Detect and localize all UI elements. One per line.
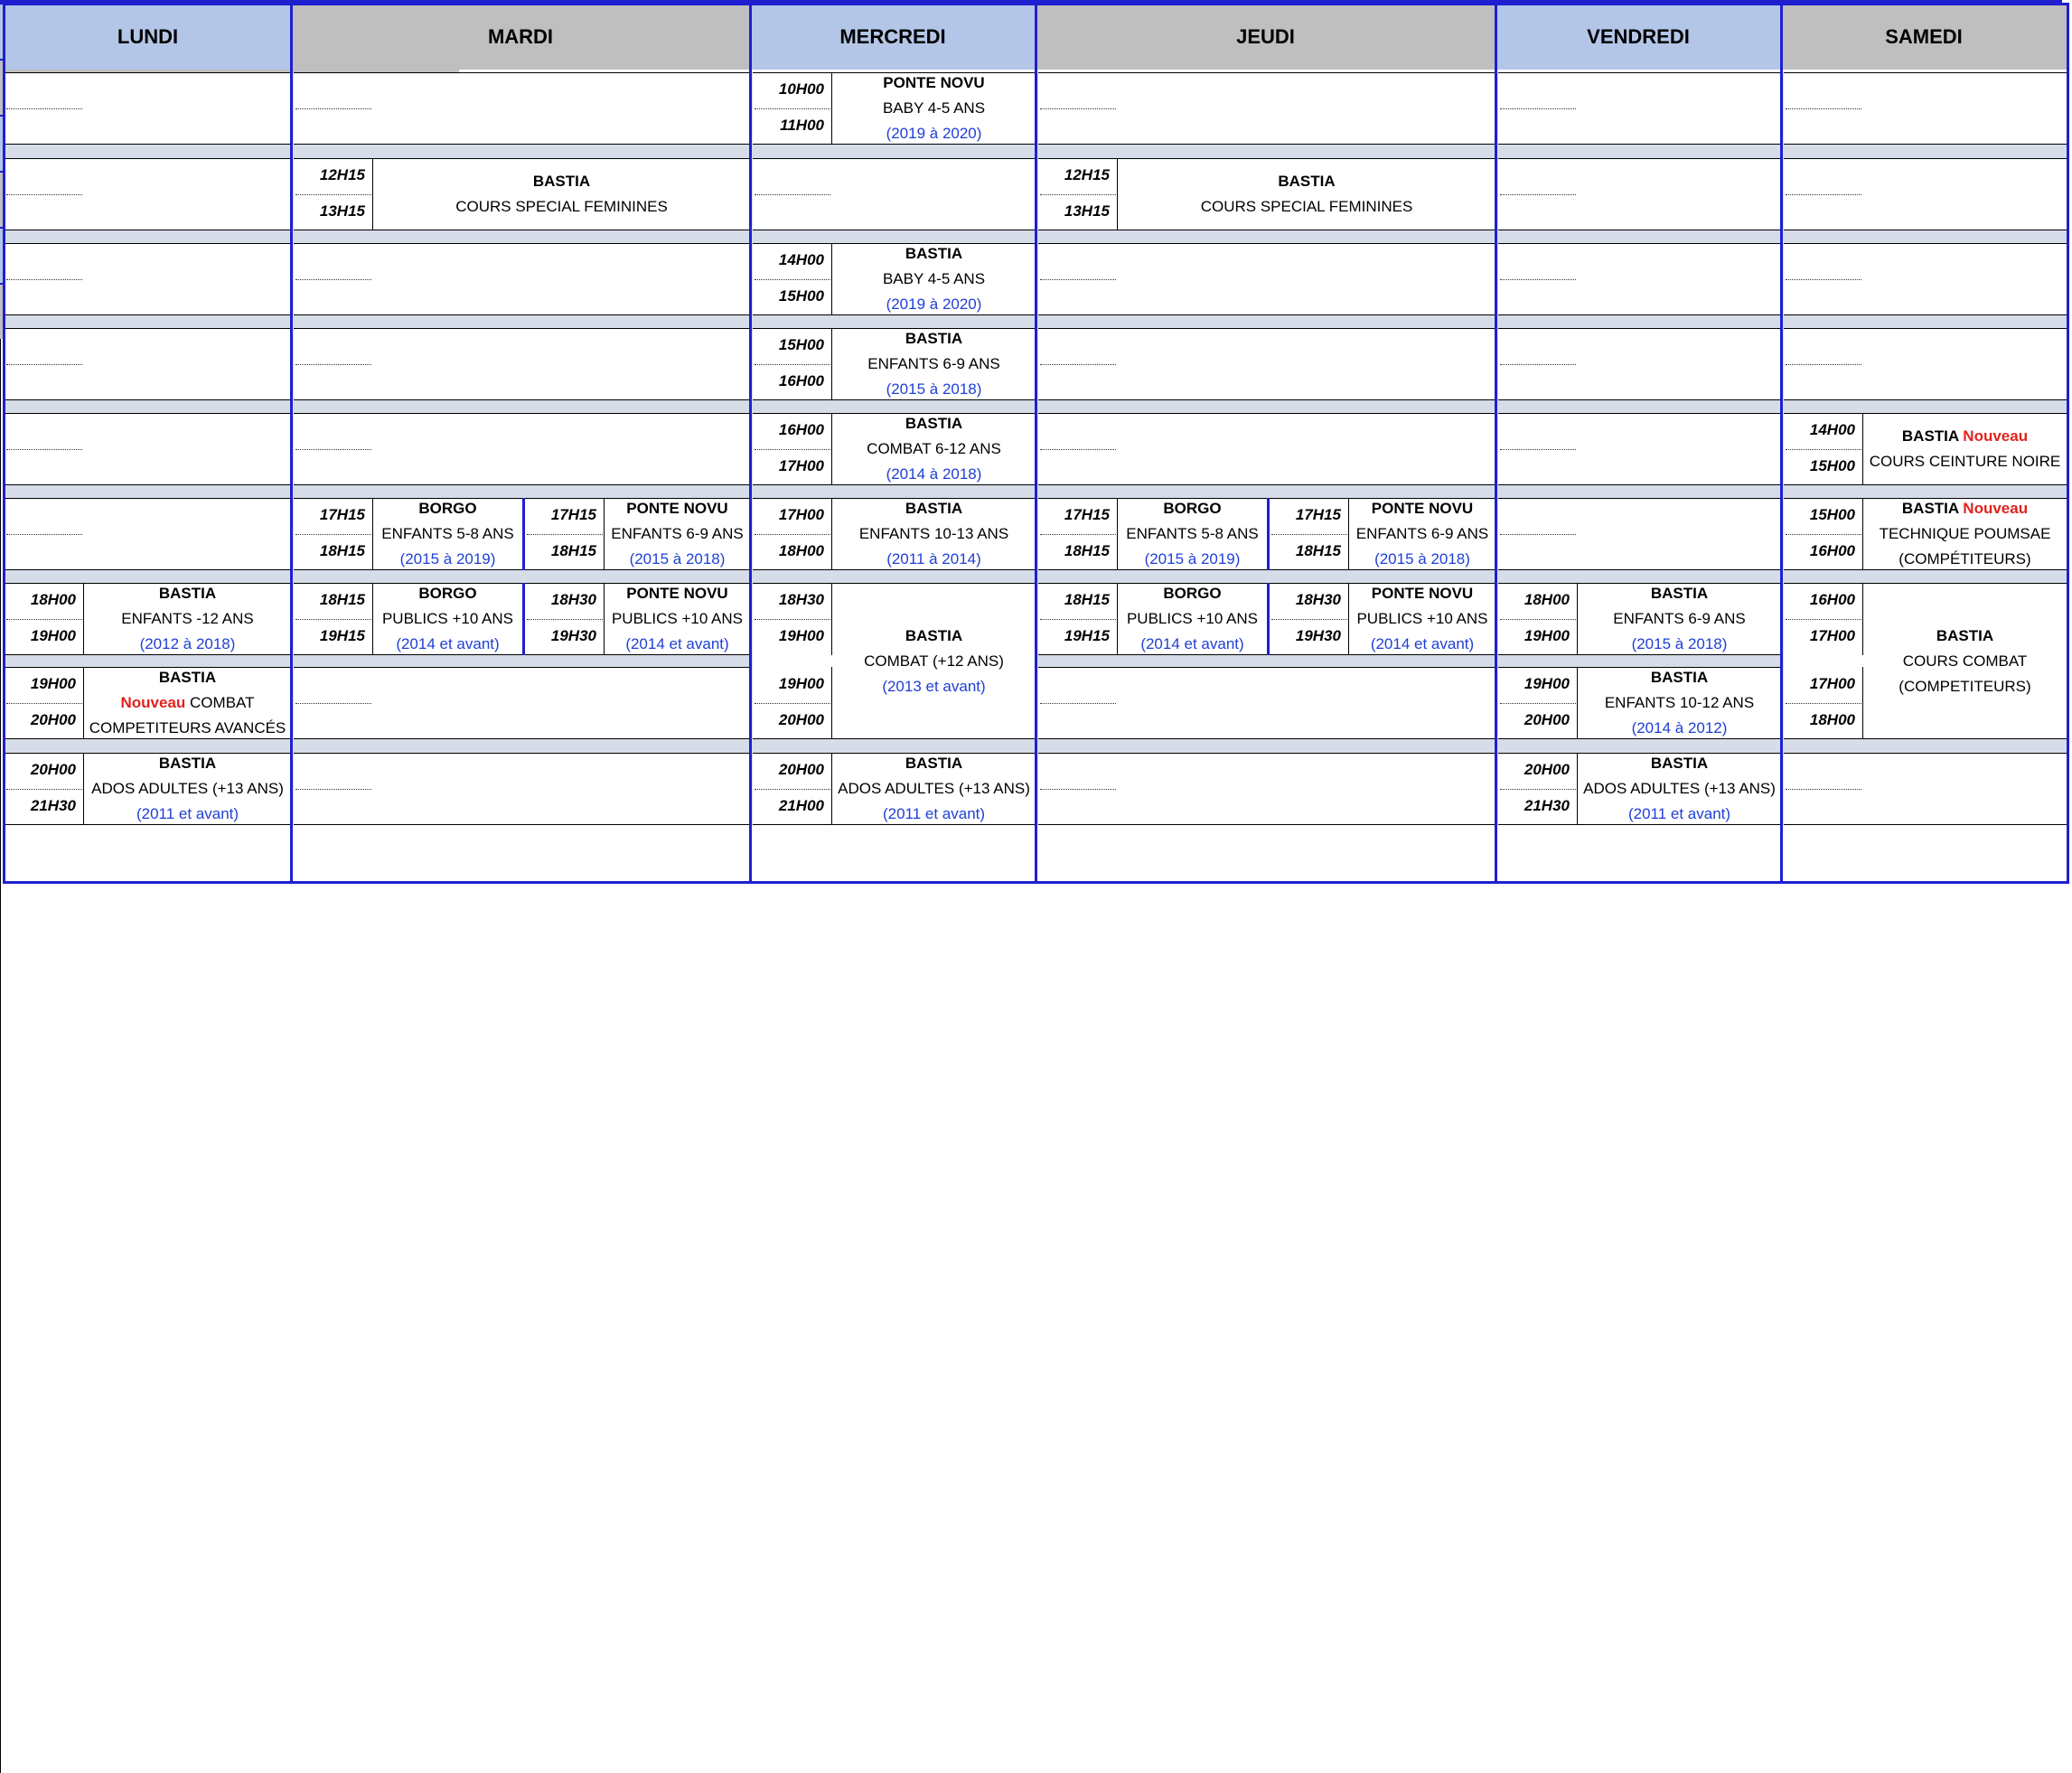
session-ven-r7-start-time: 18H00 bbox=[1524, 591, 1570, 608]
session-sam-r7-a-end-time: 17H00 bbox=[1809, 627, 1855, 644]
session-ven-r9-text: (2011 et avant) bbox=[1627, 805, 1731, 822]
session-jeu-r7a-text: PUBLICS +10 ANS bbox=[1126, 610, 1259, 627]
empty-slot-rule bbox=[0, 1279, 1, 1351]
empty-slot-rule bbox=[0, 845, 1, 917]
session-ven-r7-text: BASTIA bbox=[1650, 585, 1709, 602]
session-mer-r9-end-time: 21H00 bbox=[778, 797, 824, 814]
session-mar-r6b-text: (2015 à 2018) bbox=[629, 550, 726, 568]
session-mar-r7a-text: (2014 et avant) bbox=[396, 635, 500, 652]
session-sam-r6-text: BASTIA bbox=[1901, 500, 1959, 517]
session-jeu-r2-end-time: 13H15 bbox=[1064, 202, 1110, 220]
session-ven-r9-start-time: 20H00 bbox=[1524, 761, 1570, 778]
session-mar-r2-end-time: 13H15 bbox=[319, 202, 365, 220]
session-mer-r7-b-start-time: 19H00 bbox=[778, 675, 824, 692]
session-jeu-r7a-text: BORGO bbox=[1163, 585, 1222, 602]
empty-slot-rule bbox=[0, 411, 1, 483]
session-mar-r6a-text: BORGO bbox=[418, 500, 477, 517]
session-mer-r6-end-time: 18H00 bbox=[778, 542, 824, 559]
session-mar-r2-text: BASTIA bbox=[532, 173, 591, 190]
session-jeu-r6b-end-time: 18H15 bbox=[1295, 542, 1341, 559]
session-lun-r8-start-time: 19H00 bbox=[30, 675, 76, 692]
day-header-jeudi: JEUDI bbox=[1036, 5, 1495, 70]
session-mar-r6b-text: PONTE NOVU bbox=[626, 500, 728, 517]
empty-slot-rule bbox=[0, 1568, 1, 1640]
session-ven-r8-text: (2014 à 2012) bbox=[1631, 719, 1728, 736]
session-mer-r9-text: ADOS ADULTES (+13 ANS) bbox=[838, 780, 1030, 797]
session-sam-r5-text: BASTIA bbox=[1901, 427, 1959, 445]
session-mer-r4-text: (2015 à 2018) bbox=[886, 380, 982, 398]
day-header-mardi: MARDI bbox=[291, 5, 750, 70]
session-jeu-r7a-text: (2014 et avant) bbox=[1140, 635, 1244, 652]
session-jeu-r6a-text: (2015 à 2019) bbox=[1144, 550, 1241, 568]
session-ven-r7-text: ENFANTS 6-9 ANS bbox=[1613, 610, 1746, 627]
session-jeu-r6a-end-time: 18H15 bbox=[1064, 542, 1110, 559]
session-jeu-r7a-start-time: 18H15 bbox=[1064, 591, 1110, 608]
session-lun-r9-end-time: 21H30 bbox=[30, 797, 76, 814]
session-ven-r8-text: ENFANTS 10-12 ANS bbox=[1604, 694, 1755, 711]
session-lun-r7-text: (2012 à 2018) bbox=[139, 635, 236, 652]
session-ven-r8-end-time: 20H00 bbox=[1524, 711, 1570, 728]
session-lun-r9-text: ADOS ADULTES (+13 ANS) bbox=[91, 780, 284, 797]
empty-slot-rule bbox=[0, 628, 1, 700]
empty-slot-rule bbox=[0, 1496, 1, 1568]
session-sam-r5-end-time: 15H00 bbox=[1809, 457, 1855, 474]
session-mer-r3-end-time: 15H00 bbox=[778, 287, 824, 305]
session-mer-r4-end-time: 16H00 bbox=[778, 372, 824, 389]
session-mer-r6-text: ENFANTS 10-13 ANS bbox=[858, 525, 1009, 542]
session-lun-r8-text: COMBAT bbox=[190, 694, 255, 711]
session-sam-r5-text: COURS CEINTURE NOIRE bbox=[1869, 453, 2061, 470]
session-sam-r7-text: (COMPETITEURS) bbox=[1899, 677, 2031, 695]
empty-slot-rule bbox=[0, 1351, 1, 1423]
session-mer-r6-text: (2011 à 2014) bbox=[886, 550, 981, 568]
session-sam-r7-b-end-time: 18H00 bbox=[1809, 711, 1855, 728]
session-jeu-r6b-text: (2015 à 2018) bbox=[1374, 550, 1470, 568]
session-mer-r7-text: COMBAT (+12 ANS) bbox=[864, 652, 1004, 670]
session-lun-r7-end-time: 19H00 bbox=[30, 627, 76, 644]
session-mar-r6a-text: (2015 à 2019) bbox=[399, 550, 496, 568]
empty-slot-rule bbox=[0, 556, 1, 628]
session-mer-r1-text: (2019 à 2020) bbox=[886, 125, 982, 142]
session-lun-r7-start-time: 18H00 bbox=[30, 591, 76, 608]
session-mer-r6-text: BASTIA bbox=[905, 500, 963, 517]
schedule-sheet bbox=[0, 0, 2072, 886]
session-ven-r7-text: (2015 à 2018) bbox=[1631, 635, 1728, 652]
session-jeu-r6b-start-time: 17H15 bbox=[1295, 506, 1341, 523]
session-lun-r8-text: COMPETITEURS AVANCÉS bbox=[89, 719, 286, 736]
session-mer-r7-b-end-time: 20H00 bbox=[778, 711, 824, 728]
session-mar-r6a-end-time: 18H15 bbox=[319, 542, 365, 559]
empty-slot-rule bbox=[0, 990, 1, 1062]
session-sam-r5-new-tag: Nouveau bbox=[1963, 427, 2029, 445]
session-mer-r1-end-time: 11H00 bbox=[780, 117, 824, 134]
session-mar-r2-start-time: 12H15 bbox=[319, 166, 365, 183]
session-mer-r5-text: COMBAT 6-12 ANS bbox=[867, 440, 1001, 457]
session-jeu-r7b-start-time: 18H30 bbox=[1295, 591, 1341, 608]
session-jeu-r7a-end-time: 19H15 bbox=[1064, 627, 1110, 644]
session-ven-r7-end-time: 19H00 bbox=[1524, 627, 1570, 644]
session-ven-r8-text: BASTIA bbox=[1650, 669, 1709, 686]
session-mer-r3-text: BASTIA bbox=[905, 245, 963, 262]
empty-slot-rule bbox=[0, 1134, 1, 1206]
session-mar-r6b-text: ENFANTS 6-9 ANS bbox=[611, 525, 744, 542]
session-mar-r7b-start-time: 18H30 bbox=[550, 591, 596, 608]
session-sam-r6-new-tag: Nouveau bbox=[1963, 500, 2029, 517]
empty-slot-rule bbox=[0, 1423, 1, 1496]
session-mer-r4-start-time: 15H00 bbox=[778, 336, 824, 353]
empty-slot-rule bbox=[0, 1062, 1, 1134]
session-mar-r6b-end-time: 18H15 bbox=[550, 542, 596, 559]
session-mar-r7a-text: BORGO bbox=[418, 585, 477, 602]
session-jeu-r2-text: BASTIA bbox=[1278, 173, 1336, 190]
empty-slot-rule bbox=[0, 1206, 1, 1279]
session-mar-r7b-text: PUBLICS +10 ANS bbox=[611, 610, 744, 627]
session-jeu-r6a-text: BORGO bbox=[1163, 500, 1222, 517]
session-lun-r9-text: (2011 et avant) bbox=[136, 805, 239, 822]
session-mer-r7-text: (2013 et avant) bbox=[882, 677, 986, 695]
session-mer-r3-text: (2019 à 2020) bbox=[886, 296, 982, 313]
session-sam-r7-text: BASTIA bbox=[1936, 626, 1994, 644]
session-mar-r6a-text: ENFANTS 5-8 ANS bbox=[381, 525, 514, 542]
day-header-mercredi: MERCREDI bbox=[750, 5, 1036, 70]
session-mer-r7-a-start-time: 18H30 bbox=[778, 591, 824, 608]
session-mar-r7b-end-time: 19H30 bbox=[550, 627, 596, 644]
session-mer-r3-start-time: 14H00 bbox=[778, 251, 824, 268]
session-sam-r7-b-start-time: 17H00 bbox=[1809, 675, 1855, 692]
session-lun-r8-new-tag: Nouveau bbox=[120, 694, 186, 711]
session-lun-r7-text: ENFANTS -12 ANS bbox=[121, 610, 254, 627]
session-lun-r9-start-time: 20H00 bbox=[30, 761, 76, 778]
session-jeu-r6b-text: PONTE NOVU bbox=[1371, 500, 1474, 517]
session-sam-r6-text: (COMPÉTITEURS) bbox=[1899, 550, 2031, 568]
session-sam-r7-text: COURS COMBAT bbox=[1902, 652, 2028, 670]
empty-slot-rule bbox=[0, 339, 1, 411]
empty-slot-rule bbox=[0, 917, 1, 990]
empty-slot-rule bbox=[0, 1712, 1, 1773]
session-jeu-r7b-text: PUBLICS +10 ANS bbox=[1356, 610, 1488, 627]
session-mer-r5-text: BASTIA bbox=[905, 415, 963, 432]
session-lun-r8-text: BASTIA bbox=[158, 669, 217, 686]
session-jeu-r7b-text: PONTE NOVU bbox=[1371, 585, 1474, 602]
session-mer-r5-text: (2014 à 2018) bbox=[886, 465, 982, 483]
session-mer-r7-text: BASTIA bbox=[905, 626, 963, 644]
session-mar-r7a-end-time: 19H15 bbox=[319, 627, 365, 644]
session-ven-r8-start-time: 19H00 bbox=[1524, 675, 1570, 692]
session-mar-r6a-start-time: 17H15 bbox=[319, 506, 365, 523]
session-jeu-r7b-text: (2014 et avant) bbox=[1370, 635, 1475, 652]
session-lun-r8-end-time: 20H00 bbox=[30, 711, 76, 728]
session-mer-r6-start-time: 17H00 bbox=[778, 506, 824, 523]
session-jeu-r6a-start-time: 17H15 bbox=[1064, 506, 1110, 523]
session-jeu-r7b-end-time: 19H30 bbox=[1295, 627, 1341, 644]
session-mar-r7b-text: PONTE NOVU bbox=[626, 585, 728, 602]
session-mar-r7b-text: (2014 et avant) bbox=[625, 635, 729, 652]
session-mer-r3-text: BABY 4-5 ANS bbox=[882, 270, 986, 287]
session-mer-r5-end-time: 17H00 bbox=[778, 457, 824, 474]
session-lun-r7-text: BASTIA bbox=[158, 585, 217, 602]
session-jeu-r6b-text: ENFANTS 6-9 ANS bbox=[1355, 525, 1489, 542]
session-mar-r7a-text: PUBLICS +10 ANS bbox=[381, 610, 514, 627]
session-mer-r7-a-end-time: 19H00 bbox=[778, 627, 824, 644]
session-mer-r9-text: BASTIA bbox=[905, 755, 963, 772]
empty-slot-rule bbox=[0, 773, 1, 845]
session-sam-r6-text: TECHNIQUE POUMSAE bbox=[1879, 525, 2051, 542]
session-sam-r5-start-time: 14H00 bbox=[1809, 421, 1855, 438]
empty-slot-rule bbox=[0, 700, 1, 773]
empty-slot-rule bbox=[0, 483, 1, 556]
session-ven-r9-end-time: 21H30 bbox=[1524, 797, 1570, 814]
session-ven-r9-text: BASTIA bbox=[1650, 755, 1709, 772]
session-ven-r9-text: ADOS ADULTES (+13 ANS) bbox=[1583, 780, 1776, 797]
session-mar-r7a-start-time: 18H15 bbox=[319, 591, 365, 608]
session-mar-r2-text: COURS SPECIAL FEMININES bbox=[455, 198, 668, 215]
table-border bbox=[3, 3, 2069, 884]
session-jeu-r6a-text: ENFANTS 5-8 ANS bbox=[1126, 525, 1259, 542]
session-sam-r6-start-time: 15H00 bbox=[1809, 506, 1855, 523]
session-jeu-r2-text: COURS SPECIAL FEMININES bbox=[1200, 198, 1413, 215]
session-jeu-r2-start-time: 12H15 bbox=[1064, 166, 1110, 183]
session-mer-r9-start-time: 20H00 bbox=[778, 761, 824, 778]
day-header-samedi: SAMEDI bbox=[1781, 5, 2067, 70]
empty-slot-rule bbox=[0, 1640, 1, 1712]
session-mer-r9-text: (2011 et avant) bbox=[882, 805, 986, 822]
day-header-lundi: LUNDI bbox=[5, 5, 291, 70]
day-header-vendredi: VENDREDI bbox=[1495, 5, 1781, 70]
session-mer-r4-text: BASTIA bbox=[905, 330, 963, 347]
session-mer-r4-text: ENFANTS 6-9 ANS bbox=[867, 355, 1000, 372]
session-mer-r5-start-time: 16H00 bbox=[778, 421, 824, 438]
session-mer-r1-text: PONTE NOVU bbox=[883, 74, 985, 91]
session-sam-r6-end-time: 16H00 bbox=[1809, 542, 1855, 559]
session-mar-r6b-start-time: 17H15 bbox=[550, 506, 596, 523]
session-sam-r7-a-start-time: 16H00 bbox=[1809, 591, 1855, 608]
session-lun-r9-text: BASTIA bbox=[158, 755, 217, 772]
session-mer-r1-text: BABY 4-5 ANS bbox=[882, 99, 986, 117]
session-mer-r1-start-time: 10H00 bbox=[778, 80, 824, 98]
